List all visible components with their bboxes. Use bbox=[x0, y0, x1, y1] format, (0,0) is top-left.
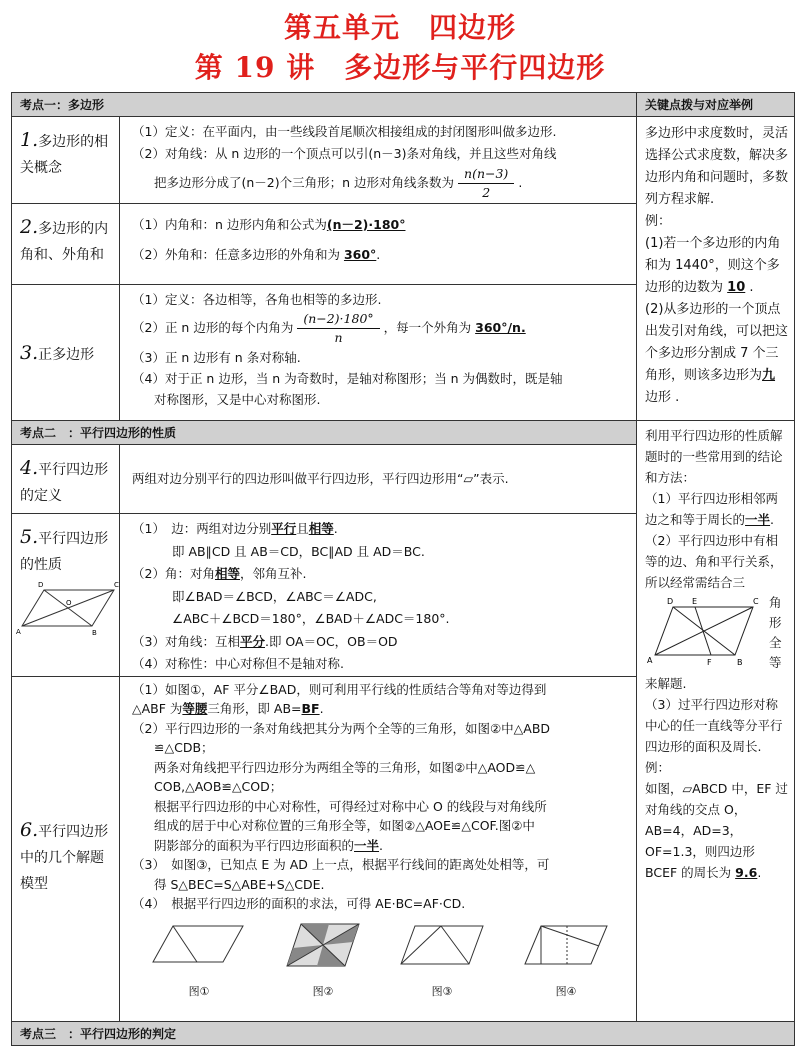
answer-exterior-sum: 360° bbox=[343, 247, 377, 262]
topic6-content: （1）如图①，AF 平分∠BAD，则可利用平行线的性质结合等角对等边得到 △ABF 为等腰三角形，即 AB=BF. （2）平行四边形的一条对角线把其分为两个全等的三角形，如图②中△ABD ≌△CDB； 两条对角线把平行四边形分为两组全等的三角形，如图②中△AOD≌△ COB,△AOB≌△COD； 根据平行四边形的中心对称性，可得经过对称中心 O 的线段与对角线所 组成的居于中心对称位置的三角形全等，如图②△AOE≌△COF.图②中 阴影部分的面积为平行四边形面积的一半. （3） 如图③，已知点 E 为 AD 上一点，根据平行线间的距离处处相等，可 得 S△BEC=S△ABE+S△CDE. （4） 根据平行四边形的面积的求法，可得 AE·BC=AF·CD. 图① 图② 图③ 图④ bbox=[120, 676, 637, 1021]
figure-3: 图③ bbox=[397, 918, 487, 1002]
topic1-cell bbox=[12, 117, 120, 204]
side-text: (1)若一个多边形的内角和为 1440°，则这个多边形的边数为 bbox=[645, 236, 781, 295]
topic1-line: 把多边形分成了(n－2)个三角形；n 边形对角线条数为 bbox=[154, 175, 455, 190]
answer-exterior-angle: 360°/n. bbox=[475, 320, 526, 335]
topic5-cell bbox=[12, 514, 120, 677]
svg-text:D: D bbox=[38, 581, 44, 589]
topic1-line: （2）对角线：从 n 边形的一个顶点可以引(n－3)条对角线，并且这些对角线 bbox=[132, 146, 557, 161]
topic4-cell bbox=[12, 445, 120, 514]
side-text: 多边形中求度数时，灵活选择公式求度数，解决多边形内角和问题时，多数列方程求解. bbox=[645, 126, 789, 207]
figure-4: 图④ bbox=[521, 918, 611, 1002]
svg-text:C: C bbox=[114, 581, 119, 589]
topic3-cell bbox=[12, 285, 120, 421]
lecture-title: 第 19 讲 多边形与平行四边形 bbox=[194, 51, 606, 84]
topic1-num: 1. bbox=[20, 129, 39, 151]
topic1-content: （1）定义：在平面内，由一些线段首尾顺次相接组成的封闭图形叫做多边形. （2）对角线：从 n 边形的一个顶点可以引(n－3)条对角线，并且这些对角线 把多边形分成了(n－2)个三角形；n 边形对角线条数为 $\frac{n(n-3)}{2}$ . bbox=[120, 117, 637, 204]
topic4-content: 两组对边分别平行的四边形叫做平行四边形，平行四边形用“▱”表示. bbox=[120, 445, 637, 514]
svg-text:B: B bbox=[737, 658, 743, 667]
topic4-num: 4. bbox=[20, 457, 39, 479]
svg-text:A: A bbox=[16, 628, 21, 636]
topic1-line: （1）定义：在平面内，由一些线段首尾顺次相接组成的封闭图形叫做多边形. bbox=[132, 124, 557, 139]
topic2-cell bbox=[12, 204, 120, 285]
answer-edges: 10 bbox=[727, 280, 746, 295]
topic2-name: 多边形的内角和、外角和 bbox=[20, 221, 109, 263]
topic5-name: 平行四边形的性质 bbox=[20, 531, 109, 573]
figure-2: 图② bbox=[283, 918, 363, 1002]
svg-text:A: A bbox=[647, 656, 653, 665]
topic5-num: 5. bbox=[20, 526, 39, 548]
side-section2: 利用平行四边形的性质解题时的一些常用到的结论和方法： （1）平行四边形相邻两边之和等于周长的一半. （2）平行四边形中有相等的边、角和平行关系，所以经常需结合三 D E C A F B 角 形 全 等 来解题. （3）过平行四边形对称中心的任一直线等分平行四边形的面积及周长. 例： 如图，▱ABCD 中，EF 过对角线的交点 O，AB=4，AD=3，OF=1.3，则四边形 BCEF 的周长为 9.6. bbox=[637, 421, 795, 1022]
unit-title: 第五单元 四边形 bbox=[283, 11, 516, 44]
topic2-num: 2. bbox=[20, 216, 39, 238]
svg-text:C: C bbox=[753, 597, 759, 606]
section3-header: 考点三 ：平行四边形的判定 bbox=[12, 1021, 795, 1045]
topic3-name: 正多边形 bbox=[38, 347, 95, 363]
section1-header: 考点一：多边形 bbox=[12, 93, 637, 117]
interior-angle-fraction: $\frac{(n-2)\cdot 180^\circ}{n}$ bbox=[297, 310, 379, 347]
topic6-name: 平行四边形中的几个解题模型 bbox=[20, 823, 109, 892]
svg-text:D: D bbox=[667, 597, 674, 606]
svg-text:B: B bbox=[92, 629, 97, 637]
answer-half: 一半 bbox=[745, 512, 771, 527]
knowledge-table bbox=[11, 92, 795, 1046]
topic1-name: 多边形的相关概念 bbox=[20, 134, 109, 176]
side-parallelogram-figure bbox=[645, 593, 765, 671]
side-header: 关键点拨与对应举例 bbox=[637, 93, 795, 117]
topic3-content: （1）定义：各边相等，各角也相等的多边形. （2）正 n 边形的每个内角为 $\frac{(n-2)\cdot 180^\circ}{n}$ ，每一个外角为 360°/n. （3）正 n 边形有 n 条对称轴. （4）对于正 n 边形，当 n 为奇数时，是轴对称图形；当 n 为偶数时，既是轴 对称图形，又是中心对称图形. bbox=[120, 285, 637, 421]
svg-text:E: E bbox=[692, 597, 698, 606]
figure-1: 图① bbox=[149, 918, 249, 1002]
diagonal-count-fraction: $\frac{n(n-3)}{2}$ bbox=[458, 165, 514, 202]
answer-interior-sum: (n－2)·180° bbox=[326, 217, 406, 232]
topic6-cell bbox=[12, 676, 120, 1021]
topic6-num: 6. bbox=[20, 818, 39, 841]
side-text: 例： bbox=[645, 214, 672, 229]
svg-text:O: O bbox=[66, 599, 72, 607]
side-section1: 多边形中求度数时，灵活选择公式求度数，解决多边形内角和问题时，多数列方程求解. 例： (1)若一个多边形的内角和为 1440°，则这个多边形的边数为 10 . (2)从多边形的一个顶点出发引对角线，可以把这个多边形分割成 7 个三角形，则该多边形为九边形 . bbox=[637, 117, 795, 421]
topic3-num: 3. bbox=[20, 342, 39, 364]
side-text: (2)从多边形的一个顶点出发引对角线，可以把这个多边形分割成 7 个三角形，则该多边形为 bbox=[645, 302, 789, 383]
topic5-content: （1） 边：两组对边分别平行且相等. 即 AB∥CD 且 AB＝CD，BC∥AD 且 AD＝BC. （2）角：对角相等，邻角互补. 即∠BAD＝∠BCD，∠ABC＝∠ADC, ∠ABC＋∠BCD＝180°，∠BAD＋∠ADC＝180°. （3）对角线：互相平分.即 OA＝OC，OB＝OD （4）对称性：中心对称但不是轴对称. bbox=[120, 514, 637, 677]
answer-polygon: 九 bbox=[762, 368, 776, 383]
topic5-parallelogram-figure bbox=[16, 578, 120, 638]
answer-perimeter: 9.6 bbox=[735, 865, 758, 880]
topic2-content: （1）内角和：n 边形内角和公式为(n－2)·180° （2）外角和：任意多边形的外角和为 360°. bbox=[120, 204, 637, 285]
svg-text:F: F bbox=[707, 658, 712, 667]
section2-header: 考点二 ：平行四边形的性质 bbox=[12, 421, 637, 445]
topic4-name: 平行四边形的定义 bbox=[20, 462, 109, 504]
